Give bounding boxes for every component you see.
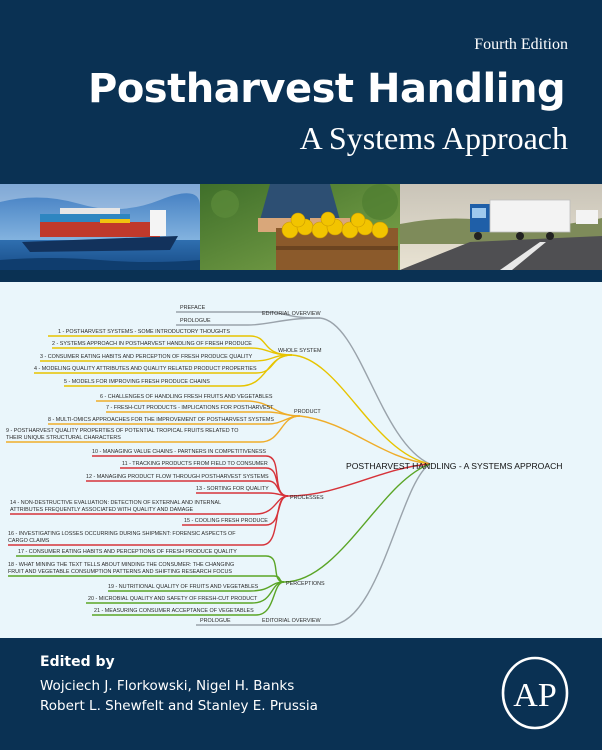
map-item-ch7: 7 - FRESH-CUT PRODUCTS - IMPLICATIONS FOR POSTHARVEST	[106, 405, 274, 411]
edition-label: Fourth Edition	[474, 36, 568, 53]
map-item-ch20: 20 - MICROBIAL QUALITY AND SAFETY OF FRESH-CUT PRODUCT	[88, 596, 258, 602]
map-item-ch1: 1 - POSTHARVEST SYSTEMS - SOME INTRODUCTORY THOUGHTS	[58, 329, 230, 335]
map-item-ch6: 6 - CHALLENGES OF HANDLING FRESH FRUITS AND VEGETABLES	[100, 394, 273, 400]
map-item-ch14-line1: 14 - NON-DESTRUCTIVE EVALUATION: DETECTION OF EXTERNAL AND INTERNAL	[10, 500, 222, 506]
map-group-whole-system: WHOLE SYSTEM	[278, 348, 322, 354]
truck-photo	[400, 184, 602, 270]
map-item-preface: PREFACE	[180, 305, 206, 311]
map-item-ch18-line1: 18 - WHAT MINING THE TEXT TELLS ABOUT MINDING THE CONSUMER: THE CHANGING	[8, 562, 235, 568]
editors-line-2: Robert L. Shewfelt and Stanley E. Prussia	[40, 698, 318, 714]
editors-block	[40, 654, 318, 716]
map-item-prologue-bottom: PROLOGUE	[200, 618, 231, 624]
map-item-ch11: 11 - TRACKING PRODUCTS FROM FIELD TO CONSUMER	[122, 461, 268, 467]
map-center-title: POSTHARVEST HANDLING - A SYSTEMS APPROACH	[346, 461, 563, 471]
editors-line-1: Wojciech J. Florkowski, Nigel H. Banks	[40, 678, 295, 694]
map-group-product: PRODUCT	[294, 409, 321, 415]
map-item-ch18-line2: FRUIT AND VEGETABLE CONSUMPTION PATTERNS AND SHIFTING RESEARCH FOCUS	[8, 569, 232, 575]
map-group-perceptions: PERCEPTIONS	[286, 581, 325, 587]
map-group-editorial-top: EDITORIAL OVERVIEW	[262, 311, 321, 317]
edited-by-label: Edited by	[40, 654, 115, 670]
book-title: Postharvest Handling	[88, 66, 566, 112]
map-item-ch14-line2: ATTRIBUTES FREQUENTLY ASSOCIATED WITH QUALITY AND DAMAGE	[10, 507, 194, 513]
map-group-processes: PROCESSES	[290, 495, 324, 501]
map-item-ch8: 8 - MULTI-OMICS APPROACHES FOR THE IMPROVEMENT OF POSTHARVEST SYSTEMS	[48, 417, 274, 423]
map-item-ch17: 17 - CONSUMER EATING HABITS AND PERCEPTIONS OF FRESH PRODUCE QUALITY	[18, 549, 237, 555]
mind-map-diagram	[0, 282, 602, 638]
fruit-crate-photo	[200, 184, 400, 270]
map-item-ch4: 4 - MODELING QUALITY ATTRIBUTES AND QUALITY RELATED PRODUCT PROPERTIES	[34, 366, 257, 372]
map-item-ch9-line2: THEIR UNIQUE STRUCTURAL CHARACTERS	[6, 435, 121, 441]
map-item-ch21: 21 - MEASURING CONSUMER ACCEPTANCE OF VEGETABLES	[94, 608, 254, 614]
map-item-ch15: 15 - COOLING FRESH PRODUCE	[184, 518, 268, 524]
map-group-editorial-bottom: EDITORIAL OVERVIEW	[262, 618, 321, 624]
map-item-ch3: 3 - CONSUMER EATING HABITS AND PERCEPTION OF FRESH PRODUCE QUALITY	[40, 354, 253, 360]
map-item-ch9-line1: 9 - POSTHARVEST QUALITY PROPERTIES OF POTENTIAL TROPICAL FRUITS RELATED TO	[6, 428, 239, 434]
map-item-ch2: 2 - SYSTEMS APPROACH IN POSTHARVEST HANDLING OF FRESH PRODUCE	[52, 341, 252, 347]
map-item-ch16-line2: CARGO CLAIMS	[8, 538, 50, 544]
mind-map	[0, 282, 602, 638]
map-item-ch16-line1: 16 - INVESTIGATING LOSSES OCCURRING DURING SHIPMENT: FORENSIC ASPECTS OF	[8, 531, 236, 537]
map-item-prologue-top: PROLOGUE	[180, 318, 211, 324]
map-item-ch10: 10 - MANAGING VALUE CHAINS - PARTNERS IN COMPETITIVENESS	[92, 449, 267, 455]
publisher-logo	[500, 656, 570, 730]
map-item-ch13: 13 - SORTING FOR QUALITY	[196, 486, 269, 492]
publisher-monogram: AP	[513, 677, 557, 714]
book-subtitle: A Systems Approach	[299, 120, 568, 156]
ship-photo	[0, 184, 200, 270]
map-item-ch5: 5 - MODELS FOR IMPROVING FRESH PRODUCE CHAINS	[64, 379, 210, 385]
photo-strip	[0, 184, 602, 270]
map-item-ch19: 19 - NUTRITIONAL QUALITY OF FRUITS AND VEGETABLES	[108, 584, 259, 590]
map-item-ch12: 12 - MANAGING PRODUCT FLOW THROUGH POSTHARVEST SYSTEMS	[86, 474, 269, 480]
